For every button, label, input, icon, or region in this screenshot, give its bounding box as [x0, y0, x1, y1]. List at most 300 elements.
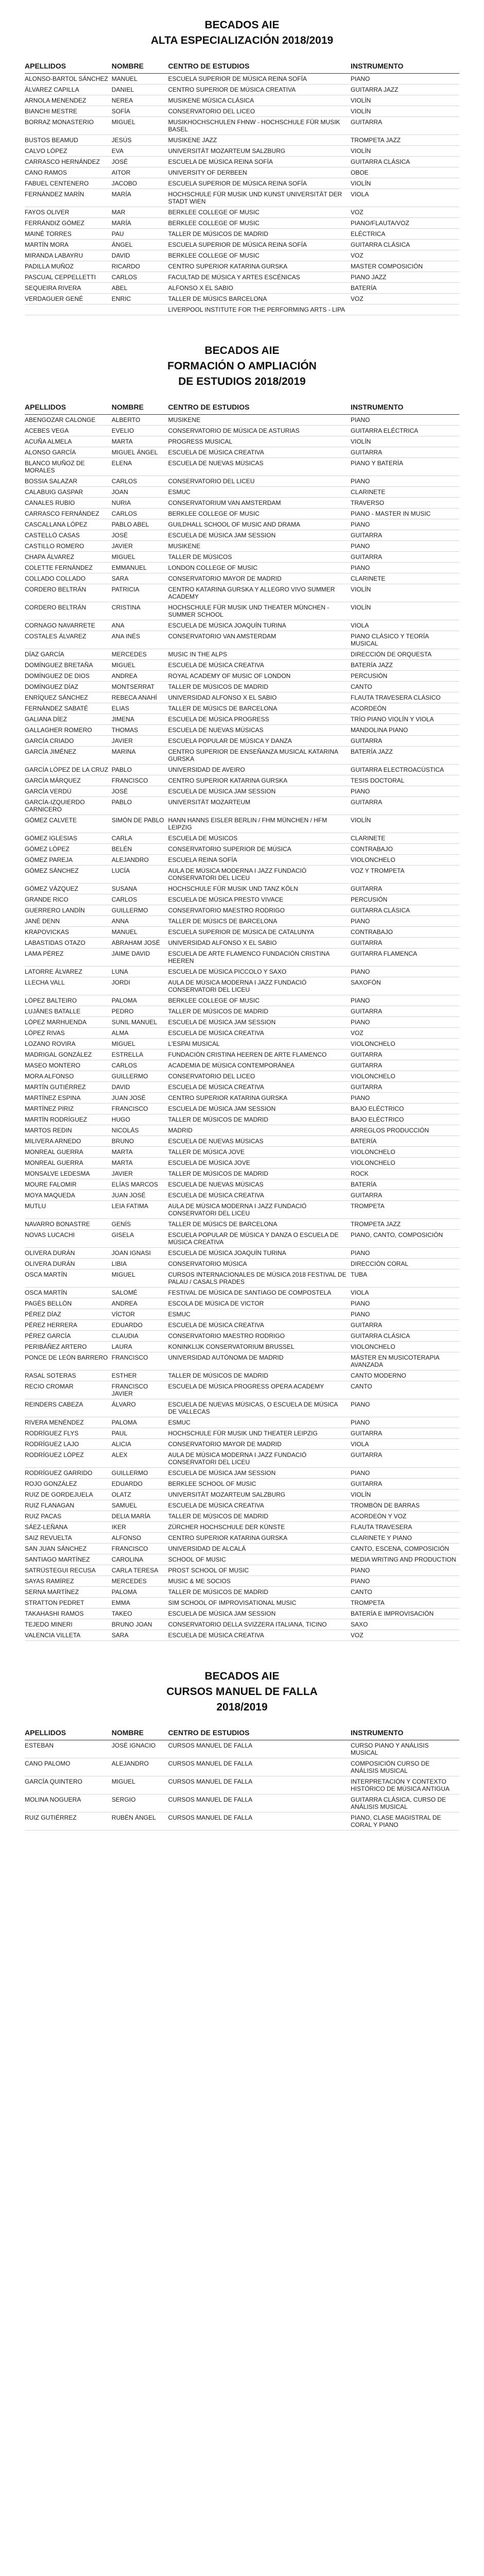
cell-centro: SCHOOL OF MUSIC — [168, 1554, 351, 1565]
cell-centro: MUSIKENE — [168, 541, 351, 552]
table-row — [25, 530, 459, 541]
cell-centro: ESCUELA DE MÚSICA JAM SESSION — [168, 1017, 351, 1028]
cell-instrumento: PIANO — [351, 1309, 459, 1320]
cell-instrumento: CANTO — [351, 1381, 459, 1399]
cell-instrumento: SAXOFÓN — [351, 977, 459, 995]
table-body — [25, 74, 459, 315]
cell-centro: CONSERVATORIO MAESTRO RODRIGO — [168, 905, 351, 916]
cell-centro: CONSERVATORIO DE MÚSICA DE ASTURIAS — [168, 426, 351, 436]
cell-apellidos: NAVARRO BONASTRE — [25, 1219, 112, 1230]
cell-centro: ESCUELA DE MÚSICA CREATIVA — [168, 1630, 351, 1641]
cell-apellidos: MOLINA NOGUERA — [25, 1794, 112, 1812]
table-row — [25, 426, 459, 436]
cell-centro: ESCUELA DE MÚSICA PICCOLO Y SAXO — [168, 967, 351, 977]
table-row — [25, 660, 459, 671]
cell-centro: BERKLEE COLLEGE OF MUSIC — [168, 250, 351, 261]
cell-apellidos: COLETTE FERNÁNDEZ — [25, 563, 112, 573]
cell-apellidos: BIANCHI MESTRE — [25, 106, 112, 117]
table-row — [25, 294, 459, 304]
cell-nombre: NURIA — [112, 498, 168, 509]
cell-nombre: MARINA — [112, 747, 168, 765]
table-row — [25, 1619, 459, 1630]
table-row — [25, 703, 459, 714]
cell-centro: ESMUC — [168, 1417, 351, 1428]
cell-apellidos: RECIO CROMAR — [25, 1381, 112, 1399]
table-row — [25, 948, 459, 967]
cell-centro: ESCUELA DE NUEVAS MÚSICAS — [168, 725, 351, 736]
cell-centro: UNIVERSITÄT MOZARTEUM — [168, 797, 351, 815]
cell-apellidos: CASCALLANA LÓPEZ — [25, 519, 112, 530]
header-apellidos: APELLIDOS — [25, 401, 112, 415]
cell-apellidos: GÓMEZ SÁNCHEZ — [25, 866, 112, 884]
cell-centro: ESCUELA DE MÚSICA JOAQUÍN TURINA — [168, 620, 351, 631]
cell-instrumento: TROMPETA JAZZ — [351, 1219, 459, 1230]
cell-instrumento: GUITARRA ELECTROACÚSTICA — [351, 765, 459, 775]
cell-centro: ESCUELA DE MÚSICA CREATIVA — [168, 1082, 351, 1093]
cell-apellidos: FERNÁNDEZ MARÍN — [25, 189, 112, 207]
cell-centro: ESMUC — [168, 1309, 351, 1320]
table-row — [25, 786, 459, 797]
section-cursos-manuel-de-falla — [25, 1669, 459, 1831]
cell-instrumento: PIANO — [351, 995, 459, 1006]
cell-nombre: JAVIER — [112, 541, 168, 552]
table-row — [25, 1190, 459, 1201]
cell-nombre: ENRIC — [112, 294, 168, 304]
cell-instrumento: TUBA — [351, 1269, 459, 1287]
table-row — [25, 714, 459, 725]
cell-apellidos: GÓMEZ CALVETE — [25, 815, 112, 833]
cell-instrumento — [351, 304, 459, 315]
cell-instrumento: TROMPETA JAZZ — [351, 135, 459, 146]
cell-instrumento: PIANO — [351, 519, 459, 530]
cell-nombre: GUILLERMO — [112, 1071, 168, 1082]
cell-centro: CONSERVATORIO DELLA SVIZZERA ITALIANA, TICINO — [168, 1619, 351, 1630]
cell-centro: ESCUELA REINA SOFÍA — [168, 855, 351, 866]
cell-nombre: FRANCISCO JAVIER — [112, 1381, 168, 1399]
cell-centro: ESCUELA SUPERIOR DE MÚSICA REINA SOFÍA — [168, 178, 351, 189]
cell-apellidos: ALONSO GARCÍA — [25, 447, 112, 458]
cell-centro: CONSERVATORIO MÚSICA — [168, 1259, 351, 1269]
cell-instrumento: GUITARRA — [351, 884, 459, 894]
cell-instrumento: GUITARRA — [351, 1450, 459, 1468]
cell-apellidos: OLIVERA DURÁN — [25, 1259, 112, 1269]
table-row — [25, 272, 459, 283]
cell-apellidos: CARRASCO HERNÁNDEZ — [25, 157, 112, 167]
cell-apellidos: SAN JUAN SÁNCHEZ — [25, 1544, 112, 1554]
cell-nombre: CAROLINA — [112, 1554, 168, 1565]
cell-centro: PROST SCHOOL OF MUSIC — [168, 1565, 351, 1576]
cell-centro: ESCUELA DE MÚSICA CREATIVA — [168, 1028, 351, 1039]
cell-apellidos: RUIZ PACAS — [25, 1511, 112, 1522]
cell-apellidos: PÉREZ DÍAZ — [25, 1309, 112, 1320]
table-row — [25, 1331, 459, 1342]
cell-apellidos: MONSALVE LEDESMA — [25, 1168, 112, 1179]
cell-apellidos: OLIVERA DURÁN — [25, 1248, 112, 1259]
cell-nombre: CARLOS — [112, 509, 168, 519]
cell-apellidos: CORNAGO NAVARRETE — [25, 620, 112, 631]
cell-instrumento: GUITARRA — [351, 552, 459, 563]
cell-apellidos: DÍAZ GARCÍA — [25, 649, 112, 660]
cell-instrumento: BATERÍA E IMPROVISACIÓN — [351, 1608, 459, 1619]
cell-nombre: MARTA — [112, 436, 168, 447]
cell-apellidos: CHAPA ÁLVAREZ — [25, 552, 112, 563]
cell-centro: TALLER DE MÚSICOS DE MADRID — [168, 1114, 351, 1125]
cell-apellidos: CANO RAMOS — [25, 167, 112, 178]
cell-instrumento: GUITARRA CLÁSICA — [351, 240, 459, 250]
cell-apellidos: LAMA PÉREZ — [25, 948, 112, 967]
cell-centro: MUSIKENE MÚSICA CLÁSICA — [168, 95, 351, 106]
cell-nombre: MARÍA — [112, 218, 168, 229]
cell-instrumento: VOZ — [351, 207, 459, 218]
cell-instrumento: GUITARRA CLÁSICA — [351, 1331, 459, 1342]
table-row — [25, 1776, 459, 1794]
cell-nombre: EMMA — [112, 1598, 168, 1608]
cell-nombre: MIGUEL — [112, 660, 168, 671]
cell-nombre — [112, 304, 168, 315]
cell-instrumento: BATERÍA — [351, 283, 459, 294]
cell-instrumento: CONTRABAJO — [351, 844, 459, 855]
cell-apellidos: MILIVERA ARNEDO — [25, 1136, 112, 1147]
cell-instrumento: GUITARRA FLAMENCA — [351, 948, 459, 967]
cell-instrumento: GUITARRA — [351, 1060, 459, 1071]
table-row — [25, 261, 459, 272]
cell-nombre: VÍCTOR — [112, 1309, 168, 1320]
table-row — [25, 135, 459, 146]
table-row — [25, 1576, 459, 1587]
section-title — [25, 1669, 459, 1715]
section-title — [25, 18, 459, 48]
table-row — [25, 207, 459, 218]
cell-nombre: PEDRO — [112, 1006, 168, 1017]
cell-apellidos: SEQUEIRA RIVERA — [25, 283, 112, 294]
scholars-table — [25, 60, 459, 315]
table-row — [25, 736, 459, 747]
cell-centro: ESCUELA DE MÚSICA PRESTO VIVACE — [168, 894, 351, 905]
cell-centro: ESCUELA DE MÚSICA PROGRESS OPERA ACADEMY — [168, 1381, 351, 1399]
cell-apellidos: MADRIGAL GONZÁLEZ — [25, 1049, 112, 1060]
cell-nombre: EDUARDO — [112, 1320, 168, 1331]
cell-nombre: MIGUEL — [112, 117, 168, 135]
cell-apellidos: RODRÍGUEZ FLYS — [25, 1428, 112, 1439]
cell-instrumento: PIANO — [351, 1417, 459, 1428]
table-row — [25, 1028, 459, 1039]
cell-nombre: JOAN IGNASI — [112, 1248, 168, 1259]
cell-centro: UNIVERSITÄT MOZARTEUM SALZBURG — [168, 1489, 351, 1500]
cell-centro: CONSERVATORIO DEL LICEO — [168, 106, 351, 117]
cell-nombre: THOMAS — [112, 725, 168, 736]
table-row — [25, 573, 459, 584]
cell-nombre: SIMÓN DE PABLO — [112, 815, 168, 833]
table-row — [25, 1060, 459, 1071]
cell-apellidos: LÓPEZ MARHUENDA — [25, 1017, 112, 1028]
cell-apellidos: BORRAZ MONASTERIO — [25, 117, 112, 135]
cell-centro: ESCUELA DE MÚSICA REINA SOFÍA — [168, 157, 351, 167]
table-row — [25, 1381, 459, 1399]
table-row — [25, 250, 459, 261]
cell-apellidos: DOMÍNGUEZ DÍAZ — [25, 682, 112, 692]
cell-nombre: JAIME DAVID — [112, 948, 168, 967]
cell-apellidos: LÓPEZ RIVAS — [25, 1028, 112, 1039]
cell-apellidos: MARTOS REDIN — [25, 1125, 112, 1136]
cell-instrumento: CURSO PIANO Y ANÁLISIS MUSICAL — [351, 1740, 459, 1758]
cell-apellidos: SERNA MARTÍNEZ — [25, 1587, 112, 1598]
cell-centro: MUSIC IN THE ALPS — [168, 649, 351, 660]
table-body — [25, 1740, 459, 1831]
cell-centro: MUSIKENE JAZZ — [168, 135, 351, 146]
cell-apellidos: VALENCIA VILLETA — [25, 1630, 112, 1641]
cell-apellidos: PAGÈS BELLÓN — [25, 1298, 112, 1309]
cell-instrumento: VIOLA — [351, 1287, 459, 1298]
cell-apellidos: FAYOS OLIVER — [25, 207, 112, 218]
table-row — [25, 157, 459, 167]
cell-nombre: CARLOS — [112, 272, 168, 283]
cell-instrumento: TROMPETA — [351, 1598, 459, 1608]
table-row — [25, 747, 459, 765]
cell-apellidos: CANO PALOMO — [25, 1758, 112, 1776]
cell-instrumento: CLARINETE Y PIANO — [351, 1533, 459, 1544]
cell-centro: CENTRO SUPERIOR DE ENSEÑANZA MUSICAL KATARINA GURSKA — [168, 747, 351, 765]
cell-apellidos — [25, 304, 112, 315]
cell-nombre: FRANCISCO — [112, 1104, 168, 1114]
cell-apellidos: PASCUAL CEPPELLETTI — [25, 272, 112, 283]
table-row — [25, 476, 459, 487]
cell-apellidos: LABASTIDAS OTAZO — [25, 938, 112, 948]
table-row — [25, 84, 459, 95]
cell-centro: UNIVERSITY OF DERBEEN — [168, 167, 351, 178]
cell-apellidos: MONREAL GUERRA — [25, 1158, 112, 1168]
cell-nombre: ÁNGEL — [112, 240, 168, 250]
cell-apellidos: MARTÍN RODRÍGUEZ — [25, 1114, 112, 1125]
cell-centro: CONSERVATORIO SUPERIOR DE MÚSICA — [168, 844, 351, 855]
cell-apellidos: JANÉ DENN — [25, 916, 112, 927]
header-nombre: NOMBRE — [112, 401, 168, 415]
cell-apellidos: FABUEL CENTENERO — [25, 178, 112, 189]
cell-apellidos: MOURE FALOMIR — [25, 1179, 112, 1190]
cell-centro: BERKLEE SCHOOL OF MUSIC — [168, 1479, 351, 1489]
cell-nombre: ALFONSO — [112, 1533, 168, 1544]
cell-centro: CURSOS MANUEL DE FALLA — [168, 1758, 351, 1776]
table-row — [25, 1219, 459, 1230]
cell-instrumento: PIANO — [351, 563, 459, 573]
cell-nombre: FRANCISCO — [112, 1352, 168, 1370]
table-row — [25, 1006, 459, 1017]
cell-centro: ESCUELA DE MÚSICA CREATIVA — [168, 1500, 351, 1511]
cell-centro: ESCUELA DE MÚSICA JOAQUÍN TURINA — [168, 1248, 351, 1259]
cell-apellidos: GÓMEZ LÓPEZ — [25, 844, 112, 855]
cell-nombre: MARÍA — [112, 189, 168, 207]
cell-instrumento: GUITARRA — [351, 1428, 459, 1439]
cell-apellidos: MORA ALFONSO — [25, 1071, 112, 1082]
cell-apellidos: COLLADO COLLADO — [25, 573, 112, 584]
table-row — [25, 1450, 459, 1468]
cell-centro: CONSERVATORIO MAYOR DE MADRID — [168, 1439, 351, 1450]
scholars-table — [25, 1726, 459, 1831]
cell-instrumento: FLAUTA TRAVESERA CLÁSICO — [351, 692, 459, 703]
table-row — [25, 541, 459, 552]
cell-centro: FACULTAD DE MÚSICA Y ARTES ESCÉNICAS — [168, 272, 351, 283]
cell-instrumento: VIOLONCHELO — [351, 1147, 459, 1158]
cell-nombre: MARTA — [112, 1147, 168, 1158]
table-row — [25, 304, 459, 315]
cell-centro: CURSOS INTERNACIONALES DE MÚSICA 2018 FESTIVAL DE PALAU / CASALS PRADES — [168, 1269, 351, 1287]
cell-apellidos: MONREAL GUERRA — [25, 1147, 112, 1158]
header-centro: CENTRO DE ESTUDIOS — [168, 401, 351, 415]
cell-instrumento: ACORDEÓN — [351, 703, 459, 714]
cell-apellidos: RUIZ DE GORDEJUELA — [25, 1489, 112, 1500]
cell-instrumento: DIRECCIÓN DE ORQUESTA — [351, 649, 459, 660]
cell-centro: ESCUELA DE MÚSICA CREATIVA — [168, 1320, 351, 1331]
table-row — [25, 866, 459, 884]
cell-apellidos: GALLAGHER ROMERO — [25, 725, 112, 736]
cell-nombre: FRANCISCO — [112, 775, 168, 786]
cell-nombre: FRANCISCO — [112, 1544, 168, 1554]
table-row — [25, 797, 459, 815]
cell-nombre: DAVID — [112, 250, 168, 261]
table-row — [25, 765, 459, 775]
cell-centro: TALLER DE MÚSICS BARCELONA — [168, 294, 351, 304]
cell-apellidos: REINDERS CABEZA — [25, 1399, 112, 1417]
cell-nombre: MIGUEL — [112, 1039, 168, 1049]
table-row — [25, 725, 459, 736]
cell-nombre: JOSÉ — [112, 786, 168, 797]
cell-instrumento: BATERÍA JAZZ — [351, 747, 459, 765]
cell-centro: LIVERPOOL INSTITUTE FOR THE PERFORMING ARTS - LIPA — [168, 304, 351, 315]
cell-centro: TALLER DE MÚSICOS — [168, 552, 351, 563]
table-row — [25, 1428, 459, 1439]
cell-instrumento: VIOLÍN — [351, 95, 459, 106]
cell-centro: BERKLEE COLLEGE OF MUSIC — [168, 207, 351, 218]
table-row — [25, 916, 459, 927]
header-nombre: NOMBRE — [112, 1726, 168, 1740]
cell-nombre: SARA — [112, 573, 168, 584]
cell-apellidos: PADILLA MUÑOZ — [25, 261, 112, 272]
cell-apellidos: MARTÍN GUTIÉRREZ — [25, 1082, 112, 1093]
table-row — [25, 74, 459, 84]
cell-centro: UNIVERSIDAD ALFONSO X EL SABIO — [168, 938, 351, 948]
scholars-table — [25, 401, 459, 1641]
cell-nombre: PAUL — [112, 1428, 168, 1439]
title-line-2: ALTA ESPECIALIZACIÓN 2018/2019 — [150, 35, 334, 46]
cell-instrumento: GUITARRA — [351, 1049, 459, 1060]
cell-centro: TALLER DE MÚSICOS DE MADRID — [168, 229, 351, 240]
cell-nombre: LEIA FATIMA — [112, 1201, 168, 1219]
table-row — [25, 967, 459, 977]
cell-apellidos: CORDERO BELTRÁN — [25, 602, 112, 620]
cell-nombre: BRUNO JOAN — [112, 1619, 168, 1630]
header-centro: CENTRO DE ESTUDIOS — [168, 1726, 351, 1740]
table-row — [25, 894, 459, 905]
cell-instrumento: VIOLÍN — [351, 178, 459, 189]
cell-apellidos: BUSTOS BEAMUD — [25, 135, 112, 146]
cell-centro: CURSOS MANUEL DE FALLA — [168, 1740, 351, 1758]
table-row — [25, 927, 459, 938]
cell-apellidos: CALVO LÓPEZ — [25, 146, 112, 157]
cell-apellidos: SÁEZ-LEÑANA — [25, 1522, 112, 1533]
cell-centro: CONSERVATORIO DEL LICEO — [168, 1071, 351, 1082]
table-row — [25, 509, 459, 519]
cell-apellidos: MIRANDA LABAYRU — [25, 250, 112, 261]
cell-nombre: ESTRELLA — [112, 1049, 168, 1060]
section-title — [25, 343, 459, 389]
cell-nombre: BELÉN — [112, 844, 168, 855]
cell-instrumento: PIANO — [351, 476, 459, 487]
cell-apellidos: RIVERA MENÉNDEZ — [25, 1417, 112, 1428]
cell-apellidos: MAINÉ TORRES — [25, 229, 112, 240]
table-row — [25, 775, 459, 786]
table-row — [25, 1320, 459, 1331]
cell-instrumento: PIANO — [351, 541, 459, 552]
cell-nombre: ELÍAS MARCOS — [112, 1179, 168, 1190]
cell-apellidos: SANTIAGO MARTÍNEZ — [25, 1554, 112, 1565]
table-row — [25, 1269, 459, 1287]
cell-instrumento: VOZ — [351, 1630, 459, 1641]
cell-nombre: MANUEL — [112, 74, 168, 84]
cell-nombre: LUNA — [112, 967, 168, 977]
cell-instrumento: ACORDEÓN Y VOZ — [351, 1511, 459, 1522]
cell-instrumento: VOZ — [351, 294, 459, 304]
table-row — [25, 692, 459, 703]
cell-instrumento: VIOLONCHELO — [351, 1342, 459, 1352]
cell-nombre: LIBIA — [112, 1259, 168, 1269]
table-row — [25, 1630, 459, 1641]
cell-instrumento: VIOLONCHELO — [351, 1039, 459, 1049]
cell-centro: HOCHSCHULE FÜR MUSIK UND TANZ KÖLN — [168, 884, 351, 894]
cell-apellidos: FERRÁNDIZ GÓMEZ — [25, 218, 112, 229]
cell-apellidos: SATRÚSTEGUI RECUSA — [25, 1565, 112, 1576]
cell-nombre: MERCEDES — [112, 1576, 168, 1587]
table-header-row — [25, 401, 459, 415]
table-row — [25, 1259, 459, 1269]
cell-apellidos: GARCÍA JIMÉNEZ — [25, 747, 112, 765]
cell-nombre: JORDI — [112, 977, 168, 995]
cell-instrumento: ARREGLOS PRODUCCIÓN — [351, 1125, 459, 1136]
cell-instrumento: MANDOLINA PIANO — [351, 725, 459, 736]
cell-instrumento: VIOLONCHELO — [351, 855, 459, 866]
header-instrumento: INSTRUMENTO — [351, 1726, 459, 1740]
cell-nombre: EVELIO — [112, 426, 168, 436]
cell-apellidos: ABENGOZAR CALONGE — [25, 415, 112, 426]
cell-instrumento: ELÉCTRICA — [351, 229, 459, 240]
cell-nombre: NICOLÁS — [112, 1125, 168, 1136]
table-row — [25, 1533, 459, 1544]
cell-nombre: LUCÍA — [112, 866, 168, 884]
cell-instrumento: VIOLÍN — [351, 106, 459, 117]
cell-nombre: DAVID — [112, 1082, 168, 1093]
cell-nombre: MIGUEL ÁNGEL — [112, 447, 168, 458]
cell-nombre: EDUARDO — [112, 1479, 168, 1489]
table-row — [25, 1049, 459, 1060]
cell-nombre: JUAN JOSÉ — [112, 1190, 168, 1201]
table-row — [25, 1565, 459, 1576]
table-row — [25, 584, 459, 602]
cell-instrumento: VIOLÍN — [351, 602, 459, 620]
cell-instrumento: GUITARRA — [351, 117, 459, 135]
cell-nombre: PABLO ABEL — [112, 519, 168, 530]
title-line-3: 2018/2019 — [216, 1701, 268, 1713]
cell-instrumento: CONTRABAJO — [351, 927, 459, 938]
cell-centro: CONSERVATORIO DEL LICEU — [168, 476, 351, 487]
cell-centro: AULA DE MÚSICA MODERNA I JAZZ FUNDACIÓ CONSERVATORI DEL LICEU — [168, 1201, 351, 1219]
table-row — [25, 552, 459, 563]
cell-apellidos: LÓPEZ BALTEIRO — [25, 995, 112, 1006]
cell-centro: TALLER DE MÚSICOS DE MADRID — [168, 1168, 351, 1179]
cell-nombre: ÁLVARO — [112, 1399, 168, 1417]
cell-instrumento: PERCUSIÓN — [351, 671, 459, 682]
cell-instrumento: PIANO/FLAUTA/VOZ — [351, 218, 459, 229]
cell-apellidos: GARCÍA MÁRQUEZ — [25, 775, 112, 786]
cell-apellidos: OSCA MARTÍN — [25, 1287, 112, 1298]
table-row — [25, 1248, 459, 1259]
